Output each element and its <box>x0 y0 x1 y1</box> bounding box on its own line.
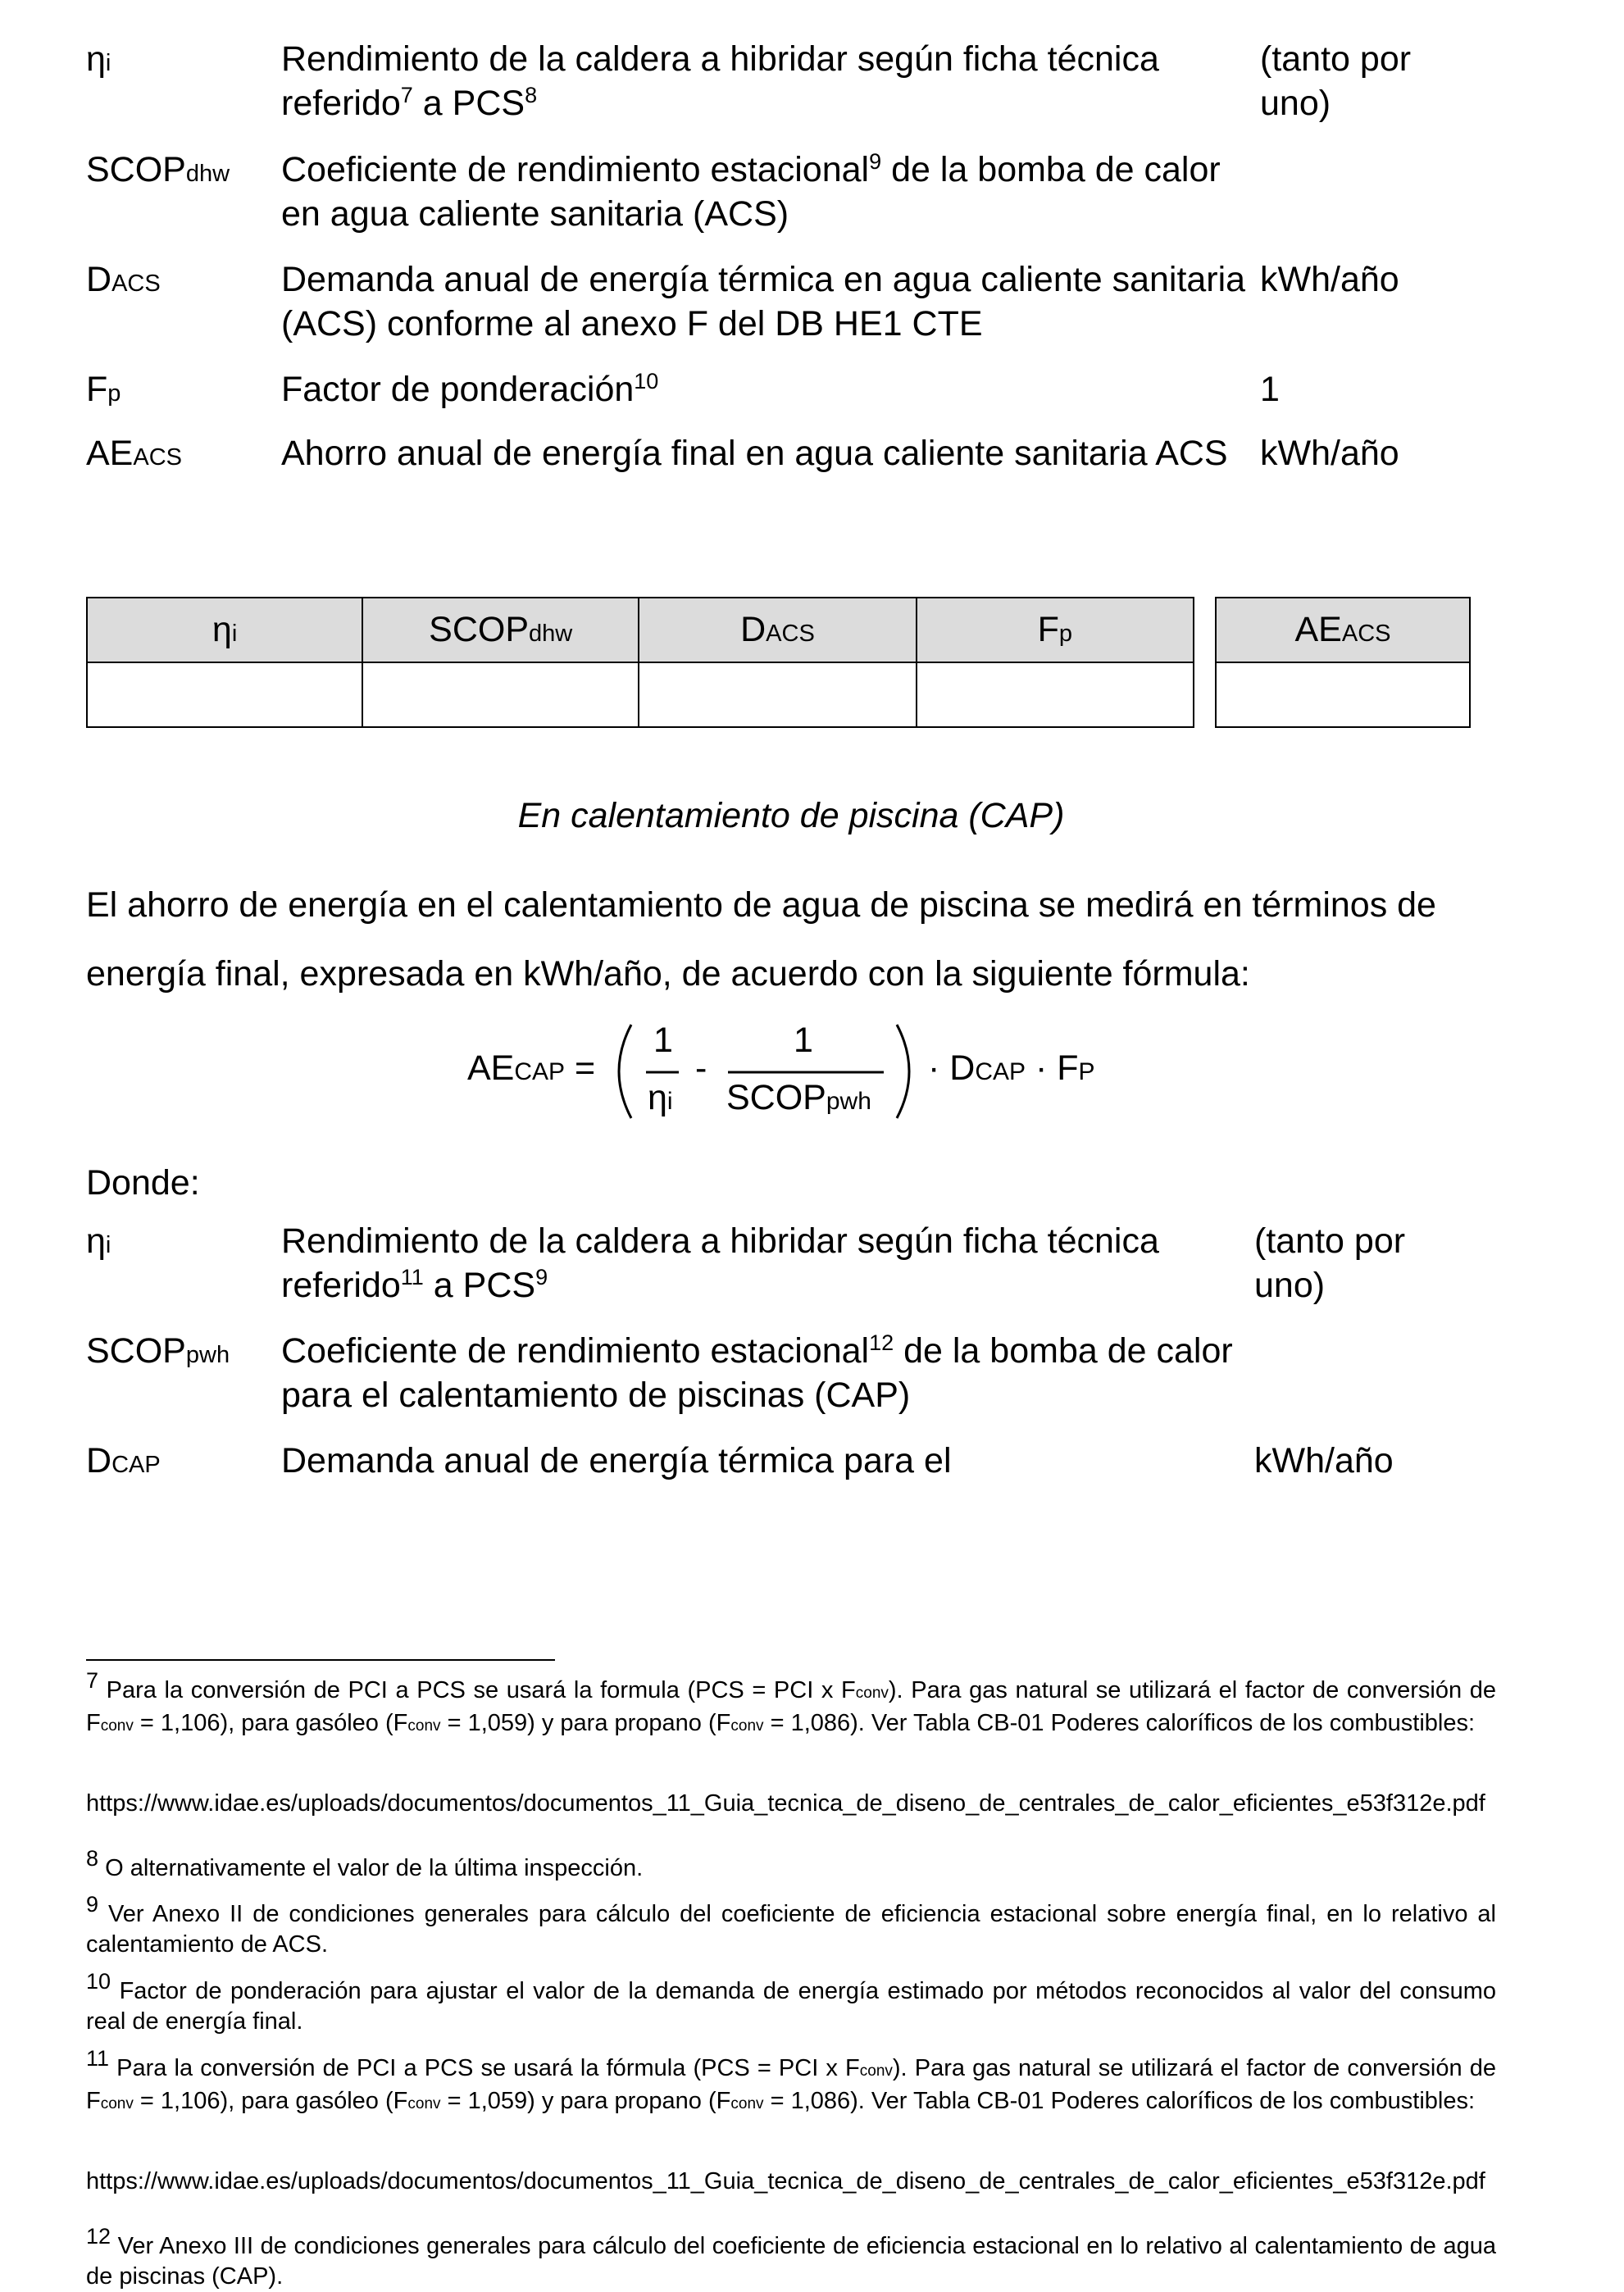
definition-unit: 1 <box>1260 370 1280 409</box>
table-header-f-p: Fp <box>917 598 1194 662</box>
symbol-scop-pwh: SCOPpwh <box>86 1331 230 1371</box>
right-parenthesis <box>897 1025 909 1118</box>
definition-unit: kWh/año <box>1260 260 1399 299</box>
symbol-eta-i: ηi <box>86 1221 111 1261</box>
table-row <box>1216 662 1470 727</box>
footnote-ref: 8 <box>525 83 538 107</box>
footnote-separator <box>86 1659 555 1661</box>
table-cell-d-acs[interactable] <box>639 662 917 727</box>
definition-unit: kWh/año <box>1260 434 1399 473</box>
table-header-row <box>87 598 1194 662</box>
footnote-ref: 9 <box>535 1265 548 1289</box>
footnote-12: 12 Ver Anexo III de condiciones generales para cálculo del coeficiente de eficiencia estacional en lo relativo al calentamiento de agua de piscinas (CAP). <box>86 2224 1496 2290</box>
table-header-scop-dhw: SCOPdhw <box>362 598 639 662</box>
table-header-eta-i: ηi <box>87 598 362 662</box>
footnote-7: 7 Para la conversión de PCI a PCS se usará la formula (PCS = PCI x Fconv). Para gas natural se utilizará el factor de conversión de Fconv = 1,106), para gasóleo (Fconv = 1,059) y para propano (Fconv = 1,086). Ver Tabla CB-01 Poderes caloríficos de los combustibles: <box>86 1668 1496 1736</box>
symbol-f-p: Fp <box>86 370 121 409</box>
symbol-d-cap: DCAP <box>86 1441 161 1480</box>
definition-unit: (tanto por uno) <box>1254 1221 1406 1305</box>
footnote-9: 9 Ver Anexo II de condiciones generales para cálculo del coeficiente de eficiencia estacional sobre energía final, en lo relativo al calentamiento de ACS. <box>86 1892 1497 1958</box>
footnote-11: 11 Para la conversión de PCI a PCS se usará la fórmula (PCS = PCI x Fconv). Para gas natural se utilizará el factor de conversión de Fconv = 1,106), para gasóleo (Fconv = 1,059) y para propano (Fconv = 1,086). Ver Tabla CB-01 Poderes caloríficos de los combustibles: <box>86 2046 1496 2114</box>
footnote-ref: 7 <box>400 83 413 107</box>
table-cell-ae-acs[interactable] <box>1216 662 1470 727</box>
table-header-row <box>1216 598 1470 662</box>
footnote-10: 10 Factor de ponderación para ajustar el valor de la demanda de energía estimado por métodos reconocidos al valor del consumo real de energía final. <box>86 1969 1496 2035</box>
table-cell-scop-dhw[interactable] <box>362 662 639 727</box>
definition-text: Ahorro anual de energía final en agua caliente sanitaria ACS <box>281 434 1228 473</box>
definition-text: Rendimiento de la caldera a hibridar según ficha técnica referido$^7$ a PCS$^8$ <box>281 39 1159 123</box>
symbol-ae-acs: AEACS <box>86 434 183 473</box>
footnote-7-link[interactable]: https://www.idae.es/uploads/documentos/documentos_11_Guia_tecnica_de_diseno_de_centrales_de_calor_eficientes_e53f312e.pdf <box>86 1790 1485 1817</box>
numerator-1: 1 <box>653 1021 673 1060</box>
symbol-scop-dhw: SCOPdhw <box>86 150 230 189</box>
definition-text: Demanda anual de energía térmica en agua caliente sanitaria (ACS) conforme al anexo F del DB HE1 CTE <box>281 260 1246 343</box>
footnote-11-link[interactable]: https://www.idae.es/uploads/documentos/documentos_11_Guia_tecnica_de_diseno_de_centrales_de_calor_eficientes_e53f312e.pdf <box>86 2168 1485 2194</box>
numerator-2: 1 <box>794 1021 813 1060</box>
body-paragraph: El ahorro de energía en el calentamiento de agua de piscina se medirá en términos de energía final, expresada en kWh/año, de acuerdo con la siguiente fórmula: <box>86 885 1436 994</box>
footnote-8: 8 O alternativamente el valor de la última inspección. <box>86 1846 644 1881</box>
formula-lhs: AECAP = <box>467 1048 596 1088</box>
denominator-eta-i: ηi <box>648 1078 673 1117</box>
definition-text: Rendimiento de la caldera a hibridar según ficha técnica referido$^{11}$ a PCS$^9$ <box>281 1221 1159 1305</box>
definition-text: Factor de ponderación$^{10}$ <box>281 369 659 409</box>
definition-text: Demanda anual de energía térmica para el <box>281 1441 952 1480</box>
section-caption: En calentamiento de piscina (CAP) <box>517 796 1065 835</box>
table-header-d-acs: DACS <box>639 598 917 662</box>
donde-label: Donde: <box>86 1163 200 1203</box>
table-header-ae-acs: AEACS <box>1216 598 1470 662</box>
footnote-ref: 9 <box>869 149 882 174</box>
result-table <box>1215 597 1471 728</box>
symbol-d-acs: DACS <box>86 260 161 299</box>
formula-ae-cap <box>467 1010 1123 1133</box>
footnote-ref: 12 <box>869 1330 894 1355</box>
formula-factors: · DCAP · FP <box>928 1048 1095 1088</box>
definition-text: Coeficiente de rendimiento estacional$^9$ de la bomba de calor en agua caliente sanitaria (ACS) <box>281 149 1221 234</box>
left-parenthesis <box>619 1025 631 1118</box>
definition-unit: (tanto por uno) <box>1260 39 1412 123</box>
denominator-scop-pwh: SCOPpwh <box>726 1078 871 1117</box>
minus-sign: - <box>695 1048 707 1088</box>
definition-text: Coeficiente de rendimiento estacional$^{12}$ de la bomba de calor para el calentamiento de piscinas (CAP) <box>281 1330 1233 1415</box>
definition-unit: kWh/año <box>1254 1441 1394 1480</box>
footnote-ref: 11 <box>400 1265 424 1289</box>
table-row <box>87 662 1194 727</box>
table-cell-f-p[interactable] <box>917 662 1194 727</box>
values-table <box>86 597 1194 728</box>
table-cell-eta-i[interactable] <box>87 662 362 727</box>
symbol-eta-i: ηi <box>86 39 111 79</box>
footnote-ref: 10 <box>634 369 659 393</box>
